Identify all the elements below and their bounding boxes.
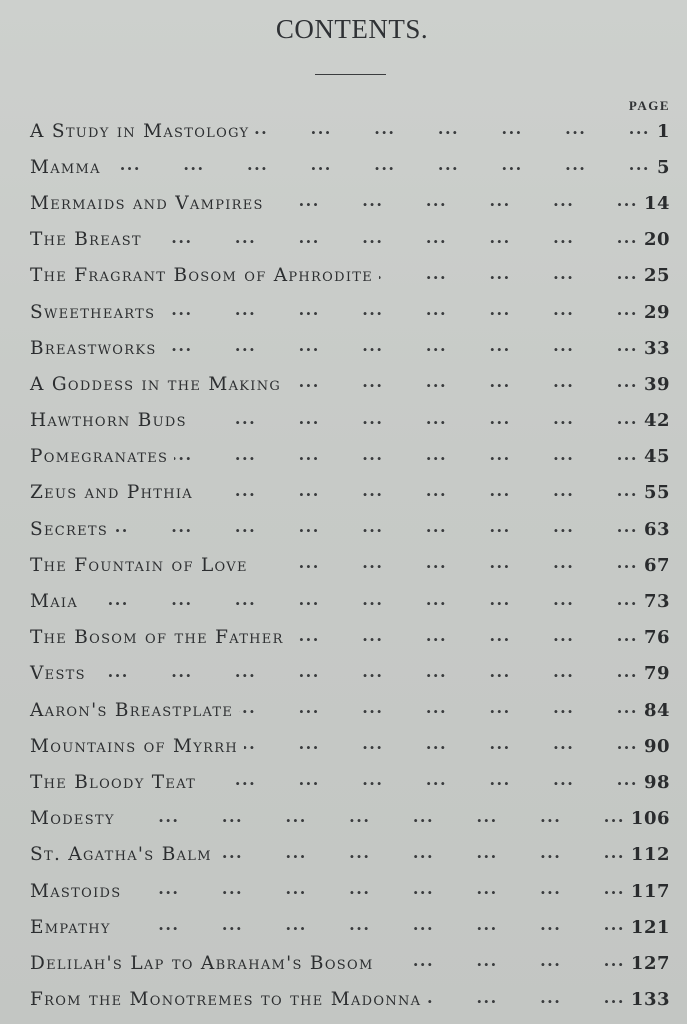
- toc-entry-page: 133: [630, 989, 670, 1011]
- toc-entry-page: 79: [643, 663, 670, 685]
- toc-entry-page: 84: [643, 699, 670, 721]
- toc-entry[interactable]: [30, 620, 670, 656]
- toc-entry[interactable]: [30, 439, 670, 475]
- toc-entry-title: Maia: [30, 591, 79, 613]
- toc-entry-page: 121: [630, 916, 670, 938]
- dot-leader: [163, 338, 638, 358]
- dot-leader: [380, 953, 625, 973]
- dot-leader: [199, 483, 638, 503]
- dot-leader: [127, 881, 624, 901]
- toc-entry[interactable]: [30, 222, 670, 258]
- dot-leader: [254, 555, 638, 575]
- toc-entry-title: Mamma: [30, 156, 101, 178]
- dot-leader: [107, 157, 650, 177]
- toc-entry-title: The Bosom of the Father: [30, 627, 284, 649]
- toc-entry[interactable]: [30, 547, 670, 583]
- dot-leader: [239, 700, 638, 720]
- dot-leader: [117, 917, 625, 937]
- toc-entry-page: 127: [630, 952, 670, 974]
- toc-entry-title: Sweethearts: [30, 301, 156, 323]
- toc-entry-page: 5: [656, 156, 670, 178]
- toc-entry-page: 112: [630, 844, 670, 866]
- toc-entry-page: 106: [630, 808, 670, 830]
- toc-entry[interactable]: [30, 583, 670, 619]
- dot-leader: [121, 809, 625, 829]
- toc-entry[interactable]: [30, 764, 670, 800]
- toc-entry[interactable]: [30, 909, 670, 945]
- toc-entry-title: Mermaids and Vampires: [30, 192, 264, 214]
- toc-entry[interactable]: [30, 692, 670, 728]
- toc-entry-page: 90: [643, 735, 670, 757]
- title-rule: [315, 74, 386, 75]
- toc-entry-title: The Bloody Teat: [30, 771, 197, 793]
- toc-entry[interactable]: [30, 656, 670, 692]
- dot-leader: [92, 664, 638, 684]
- toc-entry-title: The Breast: [30, 229, 142, 251]
- toc-entry-page: 1: [656, 120, 670, 142]
- toc-entry-title: St. Agatha's Balm: [30, 844, 212, 866]
- table-of-contents: [30, 113, 670, 1018]
- toc-entry-page: 73: [643, 591, 670, 613]
- dot-leader: [244, 736, 638, 756]
- toc-entry[interactable]: [30, 475, 670, 511]
- toc-entry-page: 14: [643, 192, 670, 214]
- toc-entry-page: 117: [630, 880, 670, 902]
- toc-entry-title: Modesty: [30, 808, 115, 830]
- dot-leader: [427, 990, 625, 1010]
- toc-entry-title: A Study in Mastology: [30, 120, 250, 142]
- toc-entry[interactable]: [30, 873, 670, 909]
- toc-entry[interactable]: [30, 982, 670, 1018]
- toc-entry[interactable]: [30, 258, 670, 294]
- toc-entry-title: Mountains of Myrrh: [30, 735, 238, 757]
- toc-entry-title: From the Monotremes to the Madonna: [30, 989, 422, 1011]
- dot-leader: [193, 411, 638, 431]
- toc-entry-page: 39: [643, 373, 670, 395]
- toc-entry-page: 45: [643, 446, 670, 468]
- toc-entry-title: Delilah's Lap to Abraham's Bosom: [30, 952, 374, 974]
- toc-entry-page: 98: [643, 771, 670, 793]
- toc-entry[interactable]: [30, 728, 670, 764]
- toc-entry[interactable]: [30, 945, 670, 981]
- toc-entry-title: Empathy: [30, 916, 111, 938]
- dot-leader: [379, 266, 638, 286]
- toc-entry[interactable]: [30, 366, 670, 402]
- toc-entry[interactable]: [30, 403, 670, 439]
- toc-entry[interactable]: [30, 837, 670, 873]
- toc-entry-page: 20: [643, 229, 670, 251]
- dot-leader: [161, 302, 638, 322]
- toc-entry-page: 33: [643, 337, 670, 359]
- toc-entry-title: Breastworks: [30, 337, 157, 359]
- toc-entry-page: 76: [643, 627, 670, 649]
- toc-entry-page: 67: [643, 554, 670, 576]
- dot-leader: [270, 193, 638, 213]
- toc-entry[interactable]: [30, 294, 670, 330]
- dot-leader: [114, 519, 638, 539]
- toc-entry[interactable]: [30, 330, 670, 366]
- toc-entry[interactable]: [30, 801, 670, 837]
- toc-entry-title: Hawthorn Buds: [30, 410, 187, 432]
- toc-entry-title: The Fountain of Love: [30, 554, 248, 576]
- dot-leader: [148, 230, 638, 250]
- page-title: CONTENTS.: [275, 14, 429, 44]
- toc-entry-title: The Fragrant Bosom of Aphrodite: [30, 265, 374, 287]
- page-column-label: PAGE: [628, 98, 670, 113]
- toc-entry-page: 25: [643, 265, 670, 287]
- dot-leader: [255, 121, 650, 141]
- toc-entry[interactable]: [30, 185, 670, 221]
- dot-leader: [218, 845, 625, 865]
- toc-entry-page: 63: [643, 518, 670, 540]
- toc-entry[interactable]: [30, 113, 670, 149]
- toc-entry[interactable]: [30, 511, 670, 547]
- toc-entry-title: Aaron's Breastplate: [30, 699, 234, 721]
- toc-entry-page: 55: [643, 482, 670, 504]
- dot-leader: [84, 592, 638, 612]
- dot-leader: [287, 374, 638, 394]
- toc-entry-title: Pomegranates: [30, 446, 169, 468]
- dot-leader: [290, 628, 638, 648]
- toc-entry-page: 42: [643, 410, 670, 432]
- toc-entry[interactable]: [30, 149, 670, 185]
- toc-entry-title: Secrets: [30, 518, 109, 540]
- toc-entry-page: 29: [643, 301, 670, 323]
- toc-entry-title: Zeus and Phthia: [30, 482, 193, 504]
- toc-entry-title: Mastoids: [30, 880, 122, 902]
- toc-entry-title: A Goddess in the Making: [30, 373, 282, 395]
- toc-entry-title: Vests: [30, 663, 86, 685]
- dot-leader: [202, 772, 638, 792]
- dot-leader: [174, 447, 638, 467]
